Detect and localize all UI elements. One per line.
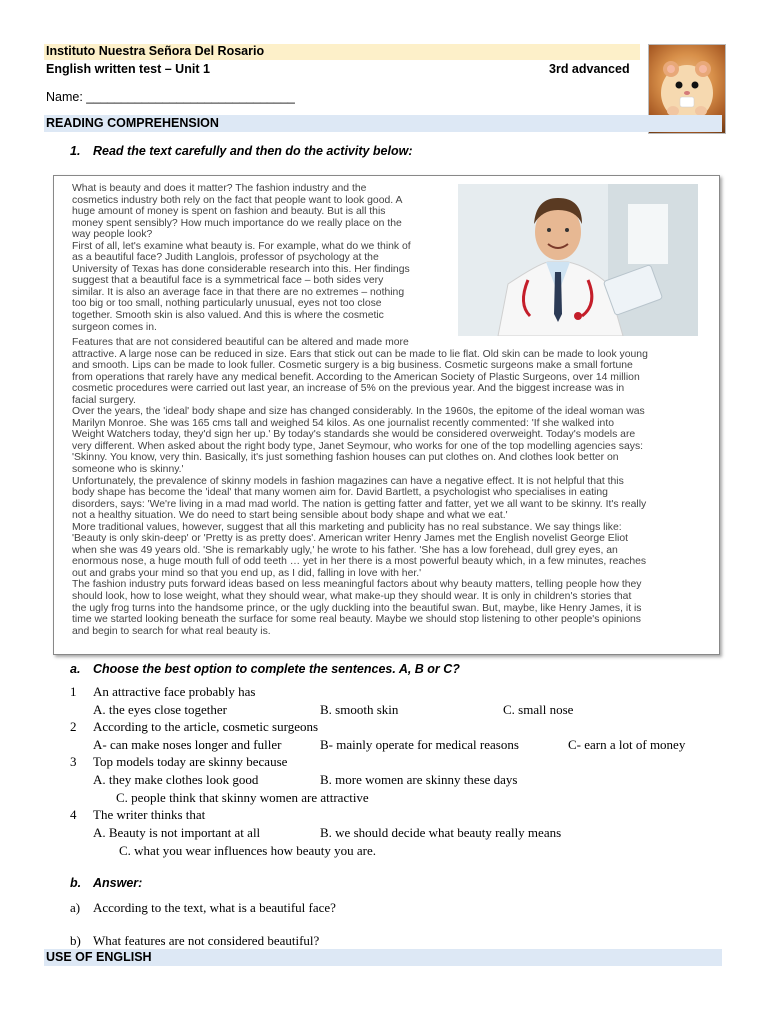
reading-top-paragraph bbox=[72, 183, 454, 333]
question-stem: According to the article, cosmetic surgeons bbox=[93, 719, 319, 734]
text-line: from operations that rarely have any medical benefit. According to the American Society of Plastic Surgeons, over 14 million bbox=[72, 371, 640, 383]
question-stem: An attractive face probably has bbox=[93, 684, 256, 699]
question-number: 1 bbox=[70, 684, 77, 699]
text-line: Unfortunately, the prevalence of skinny models in fashion magazines can have a negative effect. It is not helpful that this bbox=[72, 475, 624, 487]
option-a[interactable]: A. they make clothes look good bbox=[93, 772, 259, 787]
question-number: 2 bbox=[70, 719, 77, 734]
reading-section-title: READING COMPREHENSION bbox=[46, 116, 219, 130]
option-a[interactable]: A- can make noses longer and fuller bbox=[93, 737, 282, 752]
option-c[interactable]: C. what you wear influences how beauty you are. bbox=[119, 843, 377, 858]
name-label: Name: bbox=[46, 90, 87, 104]
text-line: not a healthy situation. We do need to start being sensible about body shape and what we eat.' bbox=[72, 510, 508, 522]
reading-full-paragraphs bbox=[72, 337, 712, 637]
text-line: Features that are not considered beautiful can be altered and made more bbox=[72, 337, 409, 348]
instruction-number: 1. bbox=[70, 144, 81, 158]
option-b[interactable]: B. smooth skin bbox=[320, 702, 399, 717]
text-line: someone who is skinny.' bbox=[72, 464, 184, 476]
part-b-letter: b. bbox=[70, 876, 82, 890]
text-line: way people look? bbox=[72, 229, 153, 241]
name-field[interactable] bbox=[46, 90, 295, 104]
text-line: The fashion industry puts forward ideas based on less meaningful factors about why beauty matters, telling people how they bbox=[72, 579, 642, 591]
text-line: similar. It is also an average face in that there are no extremes – nothing bbox=[72, 286, 405, 298]
doctor-image-icon bbox=[458, 184, 698, 336]
part-b-instruction: Answer: bbox=[93, 876, 143, 890]
part-a-letter: a. bbox=[70, 662, 81, 676]
answer-question-text: What features are not considered beautiful? bbox=[93, 933, 320, 948]
text-line: money spent sensibly? How much importance do we really place on the bbox=[72, 217, 402, 229]
text-line: as a beautiful face? Judith Langlois, professor of psychology at the bbox=[72, 252, 379, 264]
option-b[interactable]: B. we should decide what beauty really means bbox=[320, 825, 562, 840]
question-stem: The writer thinks that bbox=[93, 807, 206, 822]
text-line: What is beauty and does it matter? The fashion industry and the bbox=[72, 183, 367, 194]
text-line: attractive. A large nose can be reduced in size. Ears that stick out can be made to lie flat. Old skin can be made to look young bbox=[72, 348, 648, 360]
level-label: 3rd advanced bbox=[549, 62, 630, 76]
answer-question-label: b) bbox=[70, 933, 81, 948]
use-of-english-title: USE OF ENGLISH bbox=[46, 950, 152, 964]
text-line: the ugly frog turns into the handsome prince, or the ugly duckling into the beautiful swan. But, maybe, like Henry James, it is bbox=[72, 602, 642, 614]
text-line: suggest that a beautiful face is a symmetrical face – both sides very bbox=[72, 275, 384, 287]
text-line: out and grabs your mind so that you end up, as I did, falling in love with her.' bbox=[72, 567, 422, 579]
test-title: English written test – Unit 1 bbox=[46, 62, 210, 76]
text-line: More traditional values, however, suggest that all this marketing and publicity has no real substance. We say things like: bbox=[72, 521, 622, 533]
text-line: First of all, let's examine what beauty is. For example, what do we think of bbox=[72, 240, 411, 252]
text-line: University of Texas has done considerable research into this. Her findings bbox=[72, 263, 410, 275]
part-a-instruction: Choose the best option to complete the sentences. A, B or C? bbox=[93, 662, 460, 676]
option-b[interactable]: B- mainly operate for medical reasons bbox=[320, 737, 519, 752]
instruction-text: Read the text carefully and then do the activity below: bbox=[93, 144, 413, 158]
text-line: 'Beauty is only skin-deep' or 'Pretty is as pretty does'. American writer Henry James met the English novelist George Eliot bbox=[72, 533, 628, 545]
text-line: facial surgery. bbox=[72, 394, 136, 406]
question-stem: Top models today are skinny because bbox=[93, 754, 288, 769]
text-line: surgeon comes in. bbox=[72, 321, 157, 333]
option-a[interactable]: A. the eyes close together bbox=[93, 702, 227, 717]
option-a[interactable]: A. Beauty is not important at all bbox=[93, 825, 261, 840]
text-line: enormous nose, a huge mouth full of odd teeth … yet in her there is a most powerful beauty which, in a few minutes, reaches bbox=[72, 556, 647, 568]
text-line: time we started looking beneath the surface for some real beauty. Maybe we should stop listening to other people's opinions bbox=[72, 614, 641, 626]
school-name: Instituto Nuestra Señora Del Rosario bbox=[46, 44, 265, 58]
text-line: very different. When asked about the right body type, Janet Seymour, who works for one of the top modelling agencies says: bbox=[72, 440, 644, 452]
text-line: and smooth. Lips can be made to look fuller. Cosmetic surgery is a big business. Cosmetic surgeons make a small fortune bbox=[72, 360, 633, 372]
text-line: 'Skinny. You know, very thin. Basically, it's just something fashion houses can put clothes on. And clothes look better on bbox=[72, 452, 619, 464]
text-line: should look, how to lose weight, what they should wear, what make-up they should wear. It is only in children's stories that bbox=[72, 591, 632, 603]
text-line: cosmetic procedures were carried out last year, an increase of 5% on the previous year. And the biggest increase was in bbox=[72, 383, 625, 395]
option-c[interactable]: C- earn a lot of money bbox=[568, 737, 686, 752]
text-line: and begin to search for what real beauty is. bbox=[72, 625, 271, 637]
question-number: 3 bbox=[70, 754, 77, 769]
answer-question-text: According to the text, what is a beautiful face? bbox=[93, 900, 336, 915]
doctor-photo bbox=[458, 184, 698, 336]
option-b[interactable]: B. more women are skinny these days bbox=[320, 772, 518, 787]
answer-question-label: a) bbox=[70, 900, 81, 915]
text-line: too big or too small, nothing particularly unusual, eyes not too close bbox=[72, 298, 382, 310]
text-line: when she was 49 years old. 'She is remarkably ugly,' he wrote to his father. 'She has a low forehead, dull grey eyes, an bbox=[72, 544, 618, 556]
question-number: 4 bbox=[70, 807, 77, 822]
text-line: disorders, says: 'We're living in a mad mad world. The nation is getting fatter and fatter, yet we all want to be skinny. It's really bbox=[72, 498, 647, 510]
text-line: cosmetics industry both rely on the fact that people want to look good. A bbox=[72, 194, 403, 206]
option-c[interactable]: C. people think that skinny women are attractive bbox=[116, 790, 369, 805]
text-line: Over the years, the 'ideal' body shape and size has changed considerably. In the 1960s, the epitome of the ideal woman was bbox=[72, 406, 645, 418]
name-line: ______________________________ bbox=[86, 90, 295, 104]
text-line: body shape has become the 'ideal' that many women aim for. David Bartlett, a psychologist who specialises in eating bbox=[72, 487, 608, 499]
option-c[interactable]: C. small nose bbox=[503, 702, 574, 717]
text-line: huge amount of money is spent on fashion and beauty. But is all this bbox=[72, 206, 386, 218]
text-line: Weight Watchers today, they'd sign her up.' By today's standards she would be considered overweight. Today's models are bbox=[72, 429, 636, 441]
text-line: together. Smooth skin is also valued. And this is where the cosmetic bbox=[72, 310, 384, 322]
text-line: Marilyn Monroe. She was 165 cms tall and weighed 54 kilos. As one journalist recently commented: 'If she walked into bbox=[72, 417, 614, 429]
